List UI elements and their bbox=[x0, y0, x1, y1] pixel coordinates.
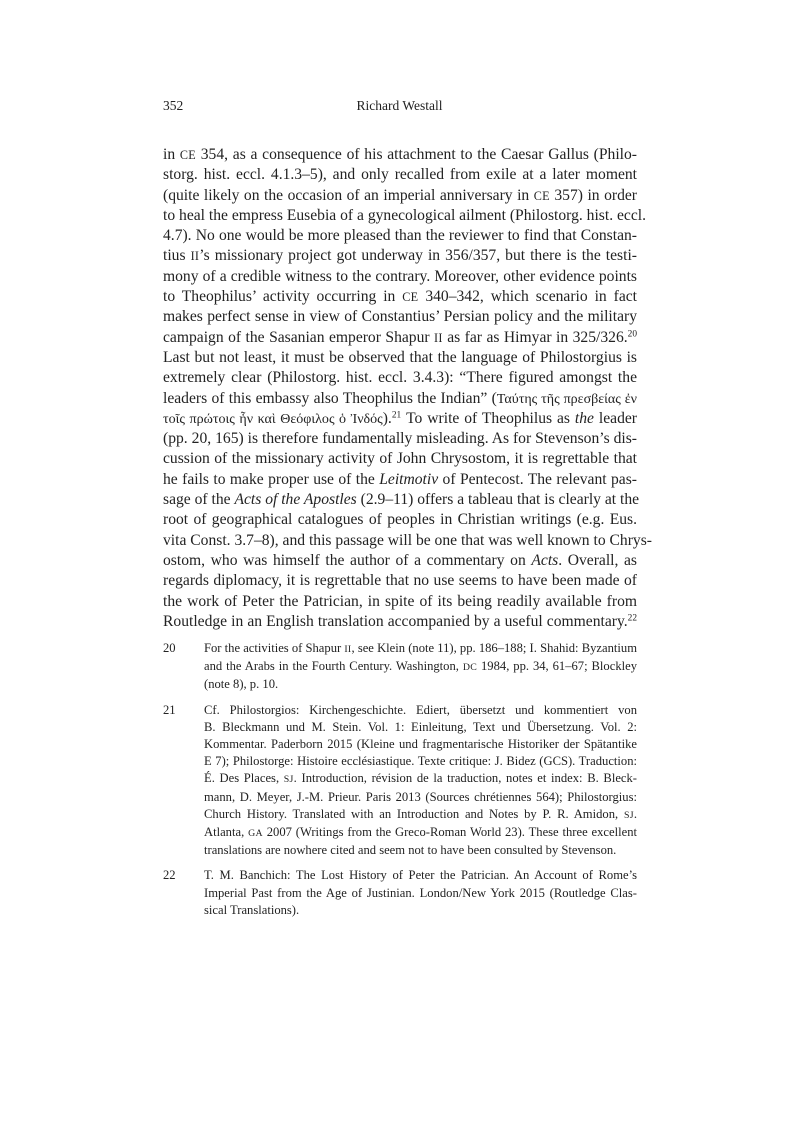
text-line bbox=[163, 186, 637, 206]
text-run: mony of a credible witness to the contrary. Moreover, other evidence points bbox=[163, 267, 637, 285]
text-line bbox=[204, 753, 637, 770]
text-line bbox=[204, 842, 637, 859]
footnote bbox=[163, 702, 637, 860]
text-run: (2.9–11) offers a tableau that is clearly at the bbox=[356, 491, 640, 509]
text-run: mann, D. Meyer, J.-M. Prieur. Paris 2013 (Sources chrétiennes 564); Philostorgius: bbox=[204, 789, 637, 804]
text-run: Imperial Past from the Age of Justinian. London/New York 2015 (Routledge Clas- bbox=[204, 885, 637, 900]
text-run: regards diplomacy, it is regrettable that no use seems to have been made of bbox=[163, 572, 637, 590]
italic-text: Leitmotiv bbox=[379, 470, 439, 488]
text-line bbox=[163, 226, 637, 246]
footnote-reference: 21 bbox=[391, 410, 402, 421]
text-line bbox=[163, 449, 637, 469]
text-line bbox=[163, 429, 637, 449]
footnote bbox=[163, 640, 637, 694]
footnote-text bbox=[204, 702, 637, 860]
text-run: in bbox=[163, 146, 180, 163]
text-line bbox=[163, 348, 637, 368]
text-run: T. M. Banchich: The Lost History of Peter the Patrician. An Account of Rome’s bbox=[204, 868, 637, 883]
text-run: campaign of the Sasanian emperor Shapur bbox=[163, 328, 435, 346]
small-caps-text: II bbox=[434, 330, 443, 345]
text-line bbox=[163, 551, 637, 571]
text-run: É. Des Places, bbox=[204, 771, 284, 786]
page-number: 352 bbox=[163, 98, 184, 113]
text-run: sage of the bbox=[163, 491, 235, 509]
text-run: Last but not least, it must be observed that the language of Philostorgius is bbox=[163, 348, 637, 366]
footnote-reference: 22 bbox=[627, 613, 637, 624]
small-caps-text: CE bbox=[179, 148, 197, 162]
text-run: E 7); Philostorge: Histoire ecclésiastique. Texte critique: J. Bidez (GCS). Traduction: bbox=[204, 754, 637, 769]
italic-text: the bbox=[574, 409, 594, 427]
text-line bbox=[163, 531, 652, 551]
text-line bbox=[204, 676, 637, 693]
text-line bbox=[163, 287, 637, 307]
text-run: ’s missionary project got underway in 356/357, but there is the testi- bbox=[199, 247, 637, 265]
greek-text: Ταύτης τῆς πρεσβείας ἐν bbox=[496, 390, 637, 407]
text-line bbox=[204, 902, 637, 919]
text-run: For the activities of Shapur bbox=[204, 641, 345, 655]
text-line bbox=[163, 409, 637, 429]
small-caps-text: CE bbox=[402, 290, 419, 305]
text-line bbox=[163, 307, 637, 327]
small-caps-text: CE bbox=[533, 188, 550, 203]
greek-text: τοῖς πρώτοις ἦν καὶ Θεόφιλος ὁ Ἰνδός bbox=[163, 410, 383, 427]
footnote-text bbox=[204, 640, 637, 694]
text-line bbox=[204, 789, 637, 806]
text-line bbox=[163, 490, 640, 510]
text-line bbox=[163, 145, 637, 165]
text-line bbox=[204, 824, 637, 842]
text-line bbox=[204, 719, 637, 736]
text-run: of Pentecost. The relevant pas- bbox=[438, 470, 637, 488]
footnote bbox=[163, 867, 637, 919]
text-line bbox=[204, 702, 637, 719]
text-run: 357) in order bbox=[549, 186, 637, 204]
text-line bbox=[163, 206, 646, 226]
text-line bbox=[204, 806, 637, 824]
footnote-number: 21 bbox=[163, 702, 176, 717]
text-run: Church History. Translated with an Introduction and Notes by P. R. Amidon, bbox=[204, 806, 624, 821]
small-caps-text: GA bbox=[248, 828, 263, 840]
text-run: and the Arabs in the Fourth Century. Washington, bbox=[204, 659, 463, 674]
text-run: 1984, pp. 34, 61–67; Blockley bbox=[477, 659, 637, 674]
text-run: Routledge in an English translation accompanied by a useful commentary. bbox=[163, 612, 628, 630]
italic-text: Acts bbox=[531, 551, 559, 569]
text-line bbox=[163, 571, 637, 591]
text-line bbox=[163, 389, 637, 409]
text-line bbox=[163, 328, 637, 348]
text-run: To write of Theophilus as bbox=[401, 409, 575, 427]
text-run: sical Translations). bbox=[204, 902, 300, 917]
text-run: Kommentar. Paderborn 2015 (Kleine und fragmentarische Historiker der Spätantike bbox=[204, 737, 637, 752]
text-run: Atlanta, bbox=[204, 825, 249, 840]
text-run: 4.7). No one would be more pleased than the reviewer to find that Constan- bbox=[163, 227, 637, 245]
text-run: extremely clear (Philostorg. hist. eccl. 3.4.3): “There figured amongst the bbox=[163, 369, 637, 387]
small-caps-text: SJ bbox=[623, 809, 634, 821]
footnote-number: 22 bbox=[163, 868, 176, 883]
text-run: makes perfect sense in view of Constantius’ Persian policy and the military bbox=[163, 308, 637, 326]
text-run: translations are nowhere cited and seem not to have been consulted by Stevenson. bbox=[204, 843, 617, 858]
text-run: vita Const. 3.7–8), and this passage will be one that was well known to Chrys- bbox=[163, 531, 652, 549]
text-run: the work of Peter the Patrician, in spite of its being readily available from bbox=[163, 592, 637, 610]
text-line bbox=[163, 368, 637, 388]
small-caps-text: SJ bbox=[283, 774, 294, 786]
text-run: to heal the empress Eusebia of a gynecological ailment (Philostorg. hist. eccl. bbox=[163, 206, 646, 224]
text-run: (quite likely on the occasion of an imperial anniversary in bbox=[163, 186, 534, 204]
text-line bbox=[204, 867, 637, 884]
text-run: . Introduction, révision de la traduction, notes et index: B. Bleck- bbox=[293, 771, 637, 786]
text-run: he fails to make proper use of the bbox=[163, 470, 380, 488]
text-line bbox=[204, 770, 637, 788]
text-line bbox=[163, 470, 637, 490]
text-run: Cf. Philostorgios: Kirchengeschichte. Ediert, übersetzt und kommentiert von bbox=[204, 702, 637, 717]
text-run: ). bbox=[382, 409, 392, 427]
text-line bbox=[163, 165, 637, 185]
text-line bbox=[204, 736, 637, 753]
text-run: . Overall, as bbox=[558, 551, 638, 569]
text-run: 354, as a consequence of his attachment to the Caesar Gallus (Philo- bbox=[196, 146, 637, 163]
text-run: . bbox=[633, 806, 637, 821]
running-head: Richard Westall bbox=[356, 98, 443, 113]
text-run: 340–342, which scenario in fact bbox=[418, 288, 638, 306]
text-run: , see Klein (note 11), pp. 186–188; I. Shahid: Byzantium bbox=[351, 641, 637, 655]
footnotes bbox=[163, 640, 637, 927]
text-run: leader bbox=[593, 409, 638, 427]
text-run: B. Bleckmann und M. Stein. Vol. 1: Einleitung, Text und Übersetzung. Vol. 2: bbox=[204, 719, 637, 734]
small-caps-text: DC bbox=[462, 662, 478, 674]
italic-text: Acts of the Apostles bbox=[234, 491, 357, 509]
text-line bbox=[163, 510, 637, 530]
text-run: to Theophilus’ activity occurring in bbox=[163, 288, 403, 306]
footnote-text bbox=[204, 867, 637, 919]
text-line bbox=[163, 592, 637, 612]
text-run: storg. hist. eccl. 4.1.3–5), and only recalled from exile at a later moment bbox=[163, 166, 637, 184]
text-run: leaders of this embassy also Theophilus the Indian” ( bbox=[163, 389, 497, 407]
text-line bbox=[163, 267, 637, 287]
footnote-reference: 20 bbox=[627, 329, 637, 340]
body-text bbox=[163, 145, 652, 632]
text-run: cussion of the missionary activity of John Chrysostom, it is regrettable that bbox=[163, 450, 637, 468]
text-line bbox=[204, 658, 637, 676]
small-caps-text: II bbox=[344, 644, 352, 655]
text-line bbox=[163, 246, 637, 266]
text-run: ostom, who was himself the author of a commentary on bbox=[163, 551, 532, 569]
text-run: (pp. 20, 165) is therefore fundamentally misleading. As for Stevenson’s dis- bbox=[163, 430, 637, 448]
text-run: tius bbox=[163, 247, 191, 265]
text-line bbox=[204, 640, 637, 658]
footnote-number: 20 bbox=[163, 641, 176, 655]
text-line bbox=[163, 612, 637, 632]
small-caps-text: II bbox=[190, 249, 200, 264]
text-line bbox=[204, 885, 637, 902]
text-run: 2007 (Writings from the Greco-Roman World 23). These three excellent bbox=[262, 825, 637, 840]
text-run: (note 8), p. 10. bbox=[204, 677, 279, 692]
text-run: root of geographical catalogues of peoples in Christian writings (e.g. Eus. bbox=[163, 511, 637, 529]
text-run: as far as Himyar in 325/326. bbox=[442, 328, 628, 346]
